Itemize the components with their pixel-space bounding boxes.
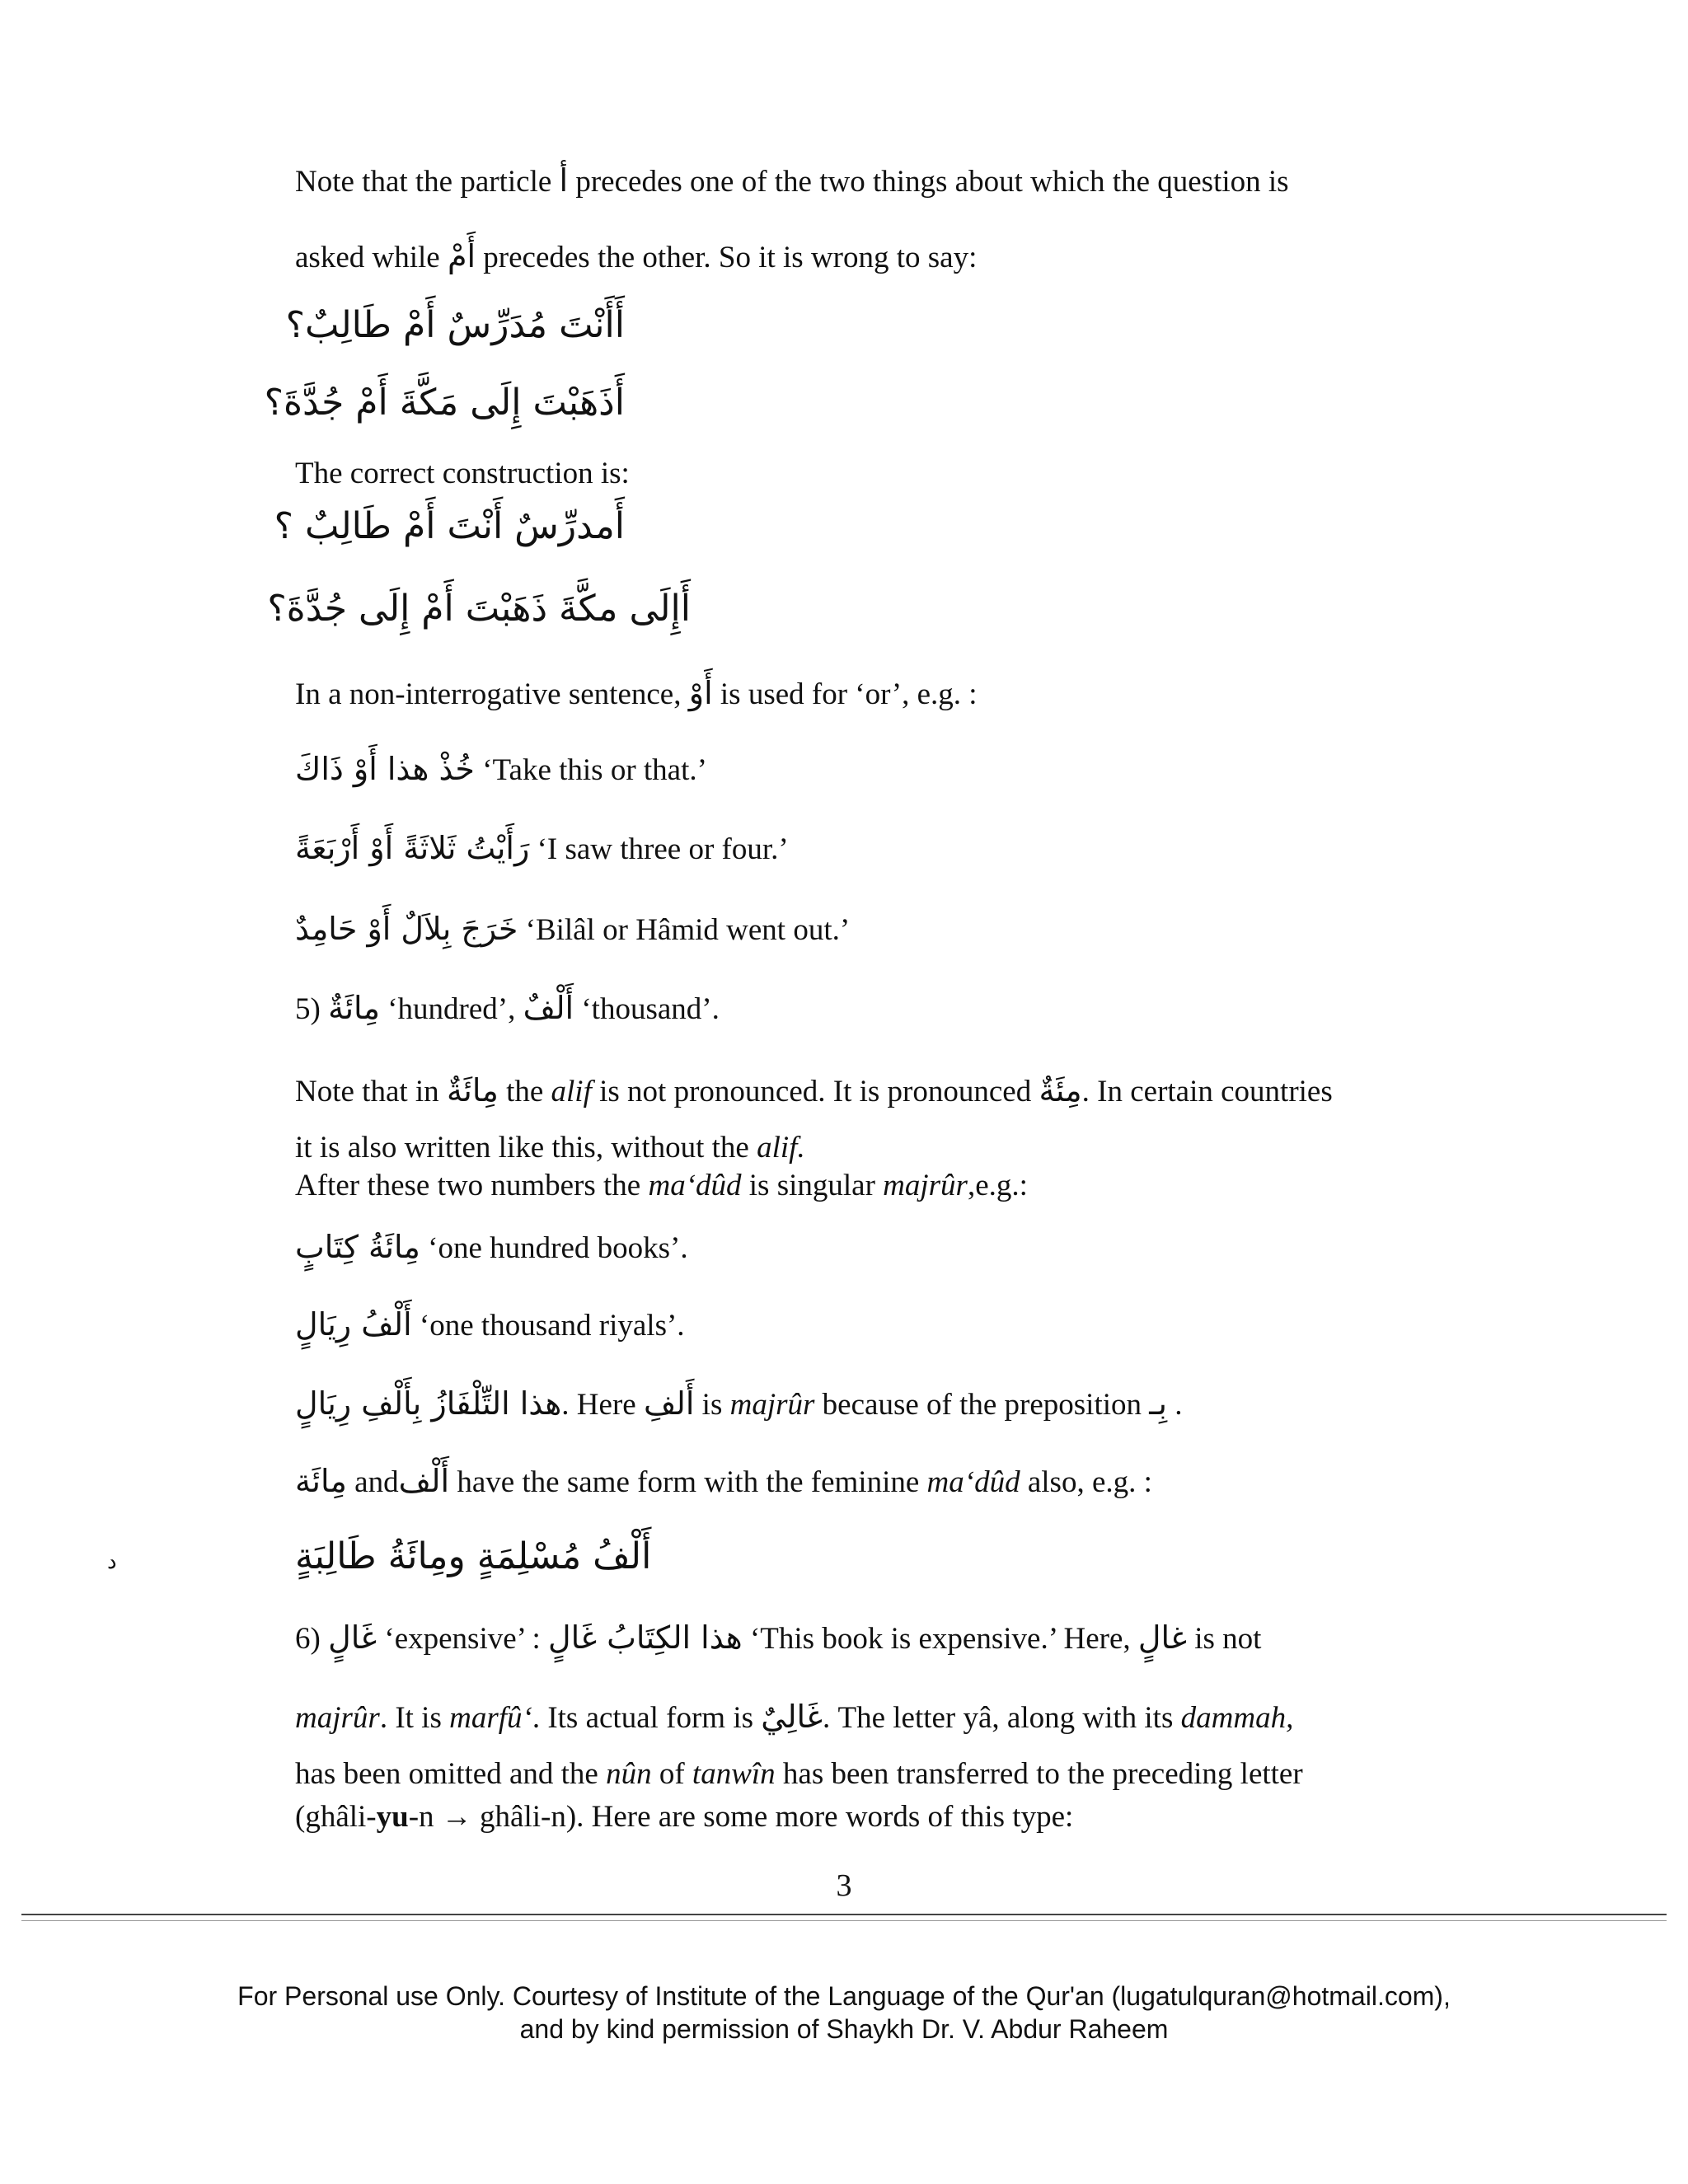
- arabic-text: رَأَيْتُ ثَلاثَةً أَوْ أَرْبَعَةً: [295, 830, 530, 866]
- arabic-example: أَأَنْتَ مُدَرِّسٌ أَمْ طَالِبٌ؟: [285, 304, 625, 346]
- text-run: ‘one thousand riyals’.: [411, 1309, 685, 1343]
- italic-term: nûn: [606, 1757, 652, 1791]
- text-run: is not: [1186, 1622, 1262, 1656]
- arabic-text: أَلْفُ رِيَالٍ: [295, 1306, 412, 1343]
- arabic-text: غَالِيٌ: [761, 1699, 823, 1735]
- text-run: ,e.g.:: [967, 1169, 1028, 1202]
- arabic-text: بِـ: [1149, 1385, 1167, 1422]
- text-run: ‘thousand’.: [574, 992, 720, 1026]
- text-line: [295, 1228, 688, 1268]
- text-line: [295, 1305, 685, 1345]
- italic-term: dammah,: [1180, 1701, 1294, 1735]
- text-run: also, e.g. :: [1020, 1465, 1152, 1499]
- text-run: Note that the particle: [295, 165, 560, 199]
- arabic-text: مِائَةٌ: [446, 1072, 499, 1108]
- margin-mark: د: [107, 1549, 117, 1573]
- text-run: ‘I saw three or four.’: [529, 832, 789, 866]
- page-number: 3: [836, 1868, 852, 1903]
- text-run: (ghâli-: [295, 1800, 377, 1834]
- text-line: [295, 1462, 1152, 1502]
- text-run: asked while: [295, 241, 448, 274]
- text-line: The correct construction is:: [295, 457, 630, 490]
- footer-rule: [21, 1914, 1667, 1915]
- italic-term: tanwîn: [692, 1757, 776, 1791]
- text-run: is: [694, 1388, 730, 1422]
- text-run: . Here: [561, 1388, 644, 1422]
- arabic-text: غَالٍ: [328, 1619, 377, 1656]
- text-run: it is also written like this, without the: [295, 1131, 757, 1165]
- text-run: After these two numbers the: [295, 1169, 649, 1202]
- arabic-example: أَذَهَبْتَ إِلَى مَكَّةَ أَمْ جُدَّةَ؟: [264, 382, 625, 424]
- text-line: [295, 1385, 1182, 1424]
- text-line: [295, 1167, 1028, 1205]
- text-run: . Its actual form is: [532, 1701, 762, 1735]
- italic-term: ma‘dûd: [926, 1465, 1020, 1499]
- text-run: the: [498, 1075, 551, 1108]
- text-line: [295, 1698, 1293, 1737]
- arabic-text: أَلفِ: [643, 1385, 695, 1422]
- text-run: Note that in: [295, 1075, 447, 1108]
- text-run: precedes the other. So it is wrong to say:: [476, 241, 978, 274]
- text-line: [295, 829, 789, 869]
- text-line: [295, 989, 720, 1029]
- text-run: ‘Take this or that.’: [474, 753, 707, 787]
- arabic-text: خُذْ هذا أَوْ ذَاكَ: [295, 751, 475, 787]
- bold-term: yu: [376, 1800, 409, 1834]
- arabic-text: مِائَة: [295, 1463, 347, 1499]
- text-line: [295, 674, 978, 714]
- text-run: . It is: [379, 1701, 450, 1735]
- text-run: ‘hundred’,: [379, 992, 523, 1026]
- text-run: is used for ‘or’, e.g. :: [712, 677, 978, 711]
- text-run: has been transferred to the preceding letter: [775, 1757, 1303, 1791]
- italic-term: majrûr: [295, 1701, 380, 1735]
- italic-term: marfû‘: [449, 1701, 532, 1735]
- text-line: [295, 1619, 1261, 1658]
- arabic-text: خَرَجَ بِلاَلٌ أَوْ حَامِدٌ: [295, 911, 518, 947]
- text-run: . The letter yâ, along with its: [822, 1701, 1181, 1735]
- text-run: because of the preposition: [814, 1388, 1150, 1422]
- arabic-text: مِئَةٌ: [1039, 1072, 1082, 1108]
- footer-line: For Personal use Only. Courtesy of Institute of the Language of the Qur'an (lugatulquran@hotmail.com),: [237, 1981, 1451, 2011]
- text-line: [295, 1071, 1333, 1111]
- arabic-text: أَوْ: [688, 675, 713, 711]
- arabic-text: غالٍ: [1137, 1619, 1187, 1656]
- arabic-text: هذا التِّلْفَازُ بِأَلْفِ رِيَالٍ: [295, 1385, 562, 1422]
- text-line: [295, 237, 977, 277]
- italic-term: majrûr: [883, 1169, 968, 1202]
- arabic-example: أَلْفُ مُسْلِمَةٍ ومِائَةُ طَالِبَةٍ: [295, 1535, 652, 1577]
- italic-term: ma‘dûd: [648, 1169, 742, 1202]
- text-run: precedes one of the two things about which the question is: [568, 165, 1289, 199]
- text-line: [295, 1755, 1303, 1793]
- arabic-text: أَمْ: [447, 238, 476, 274]
- text-run: 6): [295, 1622, 329, 1656]
- arabic-example: أَإِلَى مكَّةَ ذَهَبْتَ أَمْ إِلَى جُدَّةَ؟: [267, 588, 691, 630]
- text-line: [295, 162, 1289, 201]
- italic-term: alif: [551, 1075, 592, 1108]
- text-run: ‘This book is expensive.’ Here,: [742, 1622, 1138, 1656]
- text-run: have the same form with the feminine: [449, 1465, 927, 1499]
- arabic-text: مِائَةٌ: [328, 990, 380, 1026]
- text-run: In a non-interrogative sentence,: [295, 677, 689, 711]
- text-run: is singular: [741, 1169, 884, 1202]
- text-line: [295, 750, 707, 790]
- footer: [0, 1980, 1688, 2046]
- text-run: ‘one hundred books’.: [420, 1231, 688, 1265]
- text-run: 5): [295, 992, 329, 1026]
- arabic-text: أ: [559, 162, 569, 199]
- footer-rule-thin: [21, 1920, 1667, 1921]
- arabic-example: أَمدرِّسٌ أَنْتَ أَمْ طَالِبٌ ؟: [274, 505, 625, 547]
- italic-term: majrûr: [729, 1388, 815, 1422]
- text-line: [295, 1129, 805, 1167]
- arabic-text: أَلْف: [398, 1463, 450, 1499]
- text-run: ‘expensive’ :: [377, 1622, 549, 1656]
- text-run: .: [1166, 1388, 1183, 1422]
- arabic-text: هذا الكِتَابُ غَالٍ: [548, 1619, 743, 1656]
- text-run: . In certain countries: [1081, 1075, 1333, 1108]
- text-run: has been omitted and the: [295, 1757, 607, 1791]
- arabic-text: مِائَةُ كِتَابٍ: [295, 1229, 420, 1265]
- footer-line: and by kind permission of Shaykh Dr. V. Abdur Raheem: [519, 2014, 1169, 2044]
- text-run: is not pronounced. It is pronounced: [591, 1075, 1039, 1108]
- text-line: [295, 1798, 1073, 1836]
- text-line: [295, 910, 850, 949]
- text-run: ‘Bilâl or Hâmid went out.’: [518, 913, 851, 947]
- italic-term: alif.: [757, 1131, 805, 1165]
- text-run: and: [346, 1465, 399, 1499]
- arabic-text: أَلْفٌ: [523, 990, 574, 1026]
- text-run: of: [651, 1757, 692, 1791]
- text-run: -n → ghâli-n). Here are some more words of this type:: [408, 1800, 1074, 1834]
